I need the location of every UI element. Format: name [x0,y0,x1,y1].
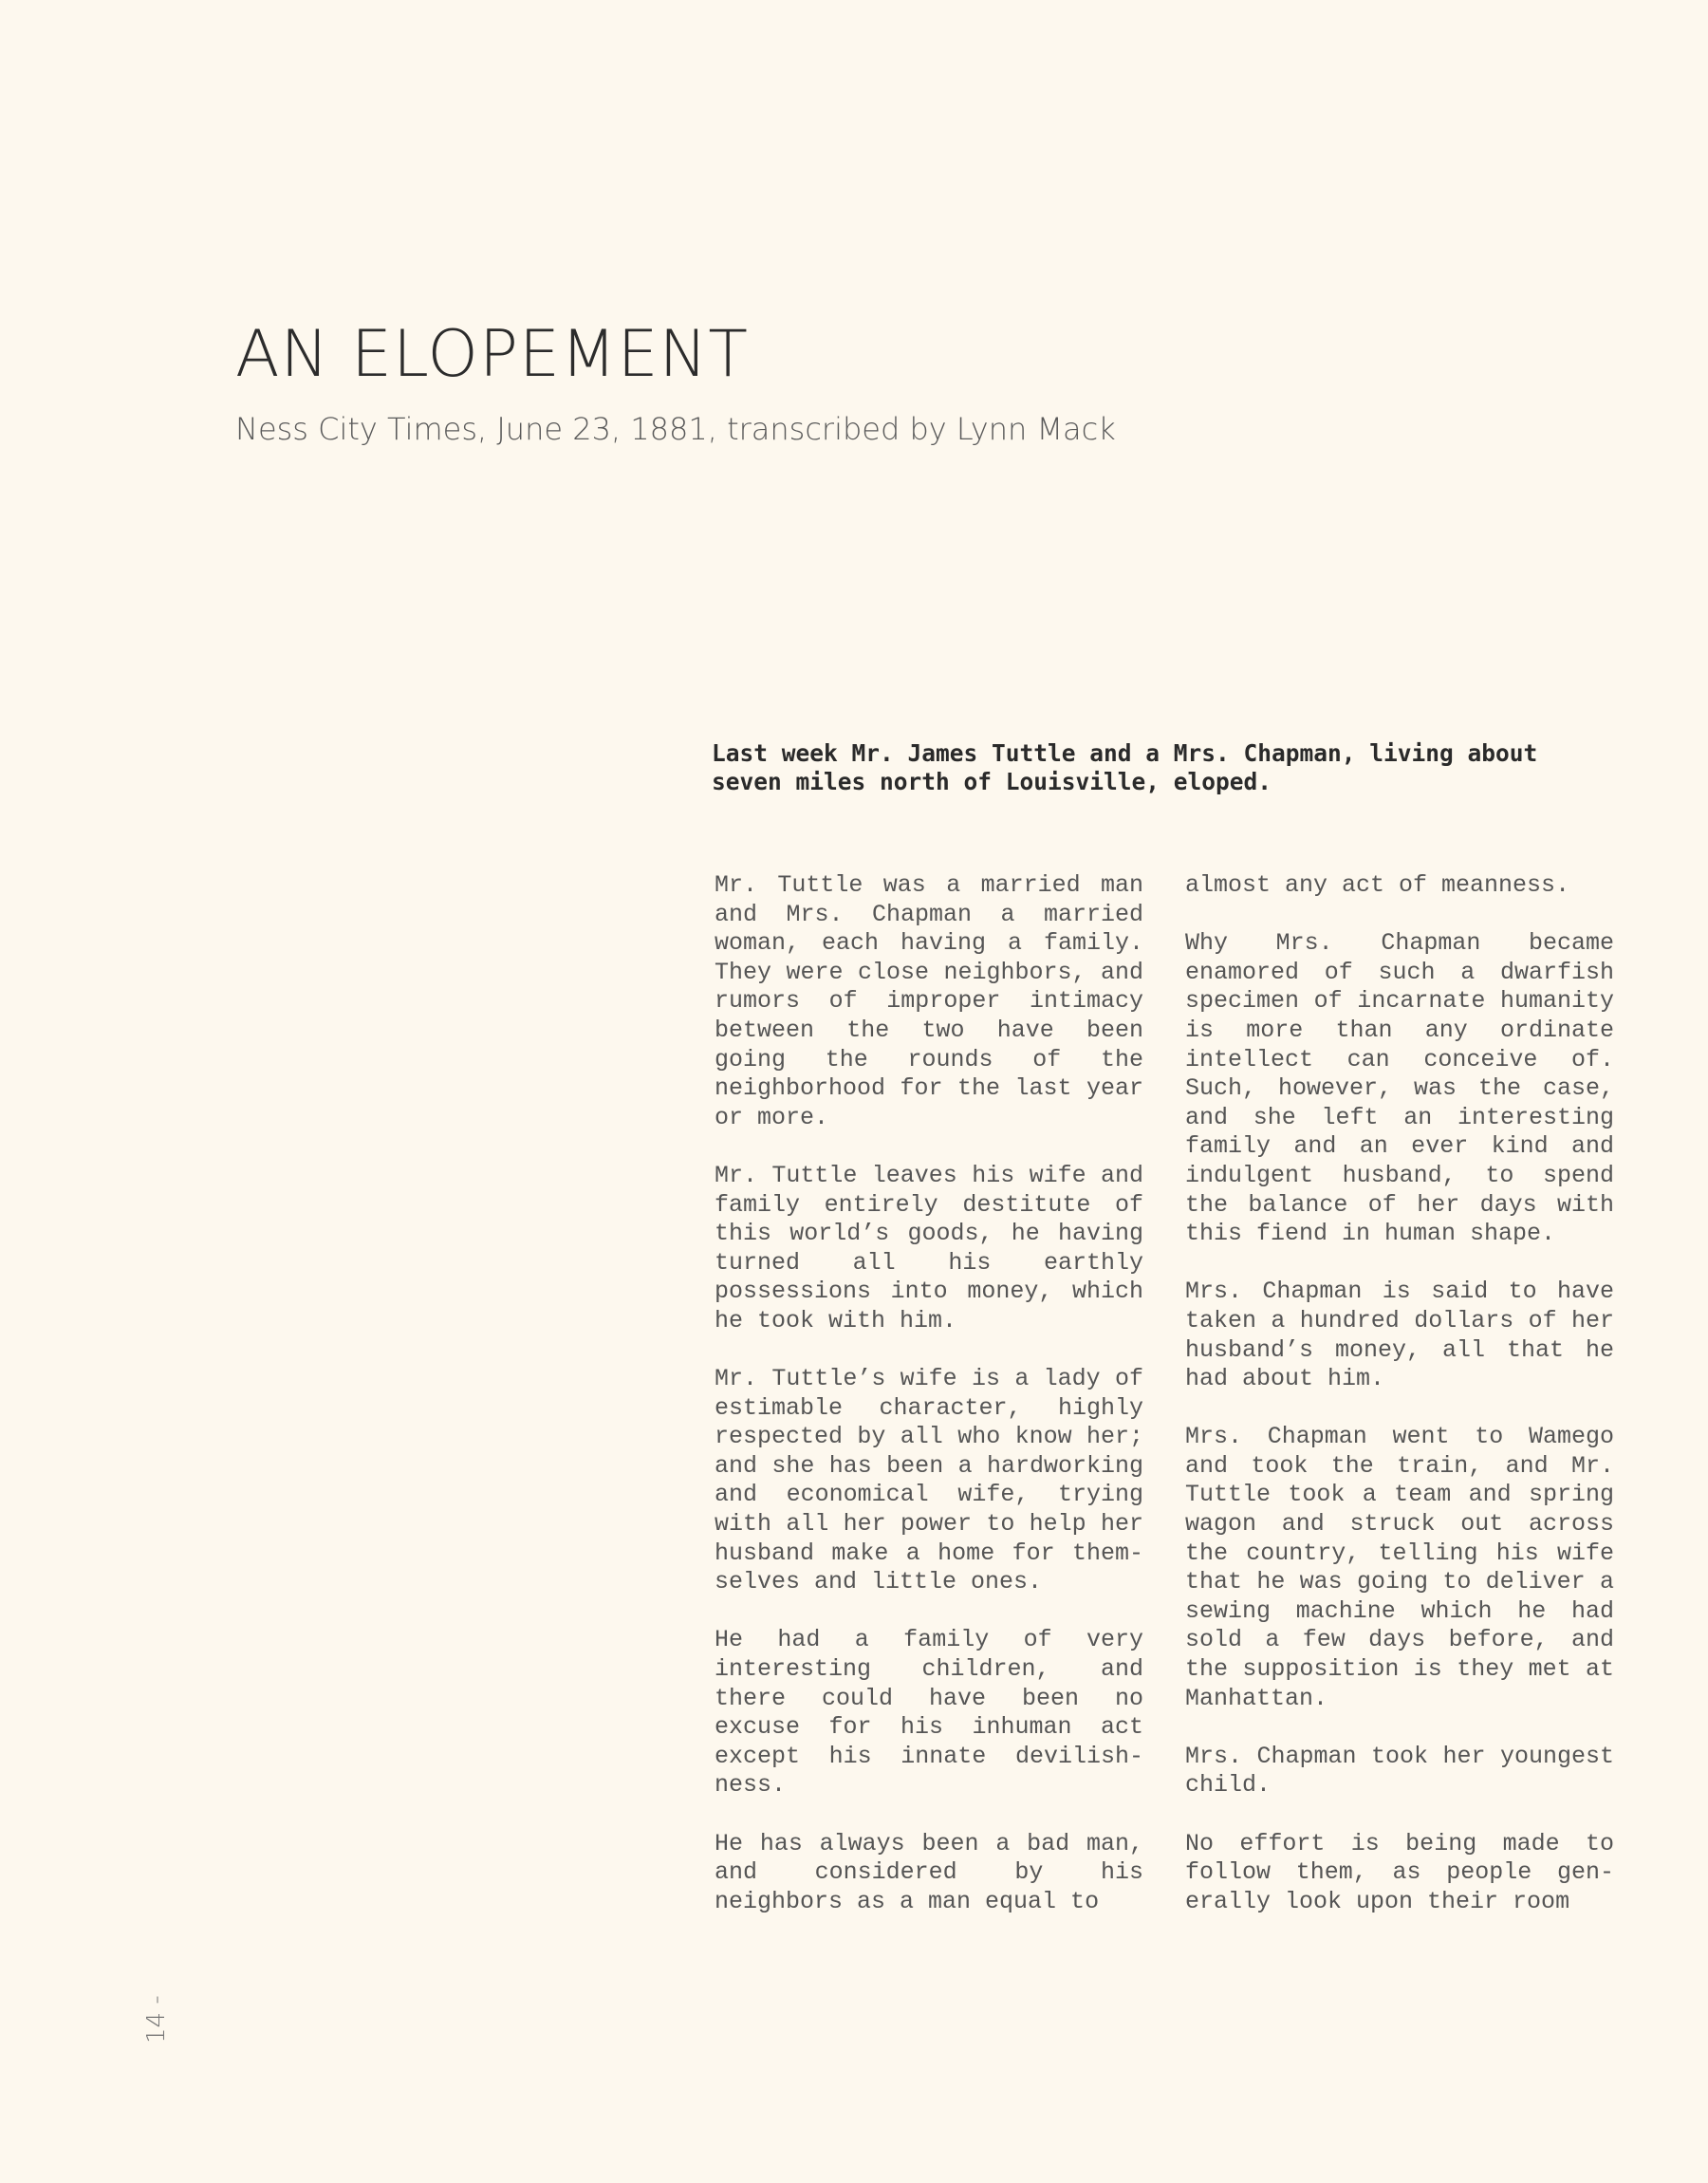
left-column [715,871,1143,1946]
right-column [1185,871,1614,1946]
paragraph: Mr. Tuttle leaves his wife and family entirely destitute of this world’s goods, he having turned all his earthly possessions into money, which he took with him. [715,1161,1143,1334]
paragraph: Why Mrs. Chapman became enamored of such a dwarfish specimen of incarnate humanity is more than any ordinate intellect can conceive of. Such, however, was the case, and she left an interesting family and an ever kind and indulgent husband, to spend the balance of her days with this fiend in human shape. [1185,929,1614,1248]
page-number: 14 - [142,1995,171,2043]
article-lede: Last week Mr. James Tuttle and a Mrs. Chapman, living about seven miles north of Louisville, eloped. [712,739,1538,795]
paragraph: He had a family of very interesting children, and there could have been no excuse for his inhuman act except his innate devilishness. [715,1626,1143,1800]
article-subtitle: Ness City Times, June 23, 1881, transcribed by Lynn Mack [235,411,1116,447]
article-title: AN ELOPEMENT [235,317,749,392]
paragraph: Mrs. Chapman is said to have taken a hundred dollars of her husband’s money, all that he had about him. [1185,1278,1614,1393]
paragraph: No effort is being made to follow them, as people generally look upon their room [1185,1829,1614,1915]
paragraph: Mrs. Chapman went to Wamego and took the train, and Mr. Tuttle took a team and spring wagon and struck out across the country, telling his wife that he was going to deliver a sewing machine which he had sold a few days before, and the supposition is they met at Manhattan. [1185,1423,1614,1712]
paragraph: Mr. Tuttle was a married man and Mrs. Chapman a married woman, each having a family. They were close neighbors, and rumors of improper intimacy between the two have been going the rounds of the neighborhood for the last year or more. [715,871,1143,1131]
paragraph: Mr. Tuttle’s wife is a lady of estimable character, highly respected by all who know her; and she has been a hardworking and economical wife, trying with all her power to help her husband make a home for themselves and little ones. [715,1365,1143,1596]
paragraph: He has always been a bad man, and considered by his neighbors as a man equal to [715,1829,1143,1915]
paragraph: Mrs. Chapman took her youngest child. [1185,1742,1614,1800]
paragraph: almost any act of meanness. [1185,871,1570,899]
